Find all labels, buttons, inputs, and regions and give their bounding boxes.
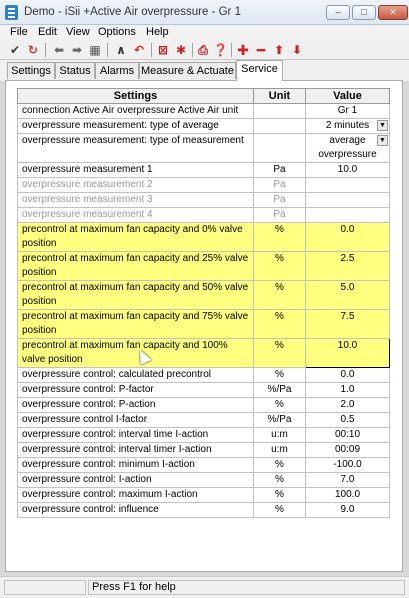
setting-label: connection Active Air overpressure Active Air unit bbox=[18, 104, 254, 119]
unit-cell: u:m bbox=[254, 443, 306, 458]
add-icon[interactable]: ✚ bbox=[237, 42, 249, 58]
tab-measure-actuate[interactable]: Measure & Actuate bbox=[139, 62, 236, 79]
print-icon[interactable]: ⎙ bbox=[198, 43, 208, 57]
status-help-text: Press F1 for help bbox=[88, 580, 405, 595]
setting-label: overpressure control: calculated precontrol bbox=[18, 368, 254, 383]
remove-icon[interactable]: ━ bbox=[256, 42, 266, 58]
header-unit: Unit bbox=[254, 89, 306, 104]
app-icon bbox=[5, 5, 18, 20]
value-cell[interactable]: 00:09 bbox=[306, 443, 390, 458]
table-row[interactable] bbox=[18, 488, 390, 503]
setting-label: overpressure measurement 4 bbox=[18, 208, 254, 223]
forward-arrow-icon[interactable]: ➡ bbox=[71, 43, 83, 57]
value-cell[interactable]: 10.0 bbox=[306, 163, 390, 178]
refresh-icon[interactable]: ↻ bbox=[27, 43, 39, 57]
setting-label: overpressure control: influence bbox=[18, 503, 254, 518]
value-cell bbox=[306, 208, 390, 223]
setting-label: overpressure control: I-action bbox=[18, 473, 254, 488]
toolbar bbox=[0, 40, 409, 60]
setting-label: precontrol at maximum fan capacity and 100% valve position bbox=[18, 339, 254, 368]
selected-value-cell[interactable]: 10.0 bbox=[306, 339, 390, 368]
table-row[interactable] bbox=[18, 443, 390, 458]
unit-cell: % bbox=[254, 339, 306, 368]
tab-settings[interactable]: Settings bbox=[7, 62, 55, 79]
tab-alarms[interactable]: Alarms bbox=[95, 62, 139, 79]
value-cell[interactable]: 0.5 bbox=[306, 413, 390, 428]
unit-cell bbox=[254, 134, 306, 163]
tab-status[interactable]: Status bbox=[55, 62, 95, 79]
table-row[interactable] bbox=[18, 458, 390, 473]
table-row[interactable] bbox=[18, 428, 390, 443]
menu-bar bbox=[0, 25, 409, 40]
table-row[interactable] bbox=[18, 383, 390, 398]
table-row[interactable] bbox=[18, 134, 390, 163]
collapse-icon[interactable]: ∧ bbox=[116, 43, 126, 57]
maximize-button[interactable]: □ bbox=[352, 5, 376, 20]
measurement-type-dropdown[interactable] bbox=[306, 134, 390, 163]
unit-cell: % bbox=[254, 488, 306, 503]
value-cell[interactable]: 0.0 bbox=[306, 223, 390, 252]
table-row[interactable] bbox=[18, 339, 390, 368]
unit-cell: Pa bbox=[254, 163, 306, 178]
value-cell[interactable]: 7.0 bbox=[306, 473, 390, 488]
value-cell[interactable]: 00:10 bbox=[306, 428, 390, 443]
unit-cell: % bbox=[254, 503, 306, 518]
unit-cell bbox=[254, 104, 306, 119]
table-row bbox=[18, 193, 390, 208]
unit-cell: %/Pa bbox=[254, 413, 306, 428]
table-row[interactable] bbox=[18, 119, 390, 134]
setting-label: precontrol at maximum fan capacity and 75% valve position bbox=[18, 310, 254, 339]
setting-label: overpressure measurement: type of measurement bbox=[18, 134, 254, 163]
status-pane-empty bbox=[4, 580, 86, 595]
dropdown-value: average overpressure bbox=[318, 135, 377, 160]
value-cell[interactable]: Gr 1 bbox=[306, 104, 390, 119]
table-row[interactable] bbox=[18, 368, 390, 383]
title-bar bbox=[0, 0, 409, 25]
table-row bbox=[18, 178, 390, 193]
table-row[interactable] bbox=[18, 163, 390, 178]
setting-label: overpressure measurement: type of average bbox=[18, 119, 254, 134]
average-type-dropdown[interactable] bbox=[306, 119, 390, 134]
table-row bbox=[18, 208, 390, 223]
unit-cell: % bbox=[254, 252, 306, 281]
unit-cell: % bbox=[254, 310, 306, 339]
value-cell[interactable]: 100.0 bbox=[306, 488, 390, 503]
chevron-down-icon[interactable]: ▼ bbox=[377, 135, 388, 146]
value-cell[interactable]: 7.5 bbox=[306, 310, 390, 339]
setting-label: overpressure control: P-action bbox=[18, 398, 254, 413]
minimize-button[interactable]: – bbox=[326, 5, 350, 20]
table-header bbox=[18, 89, 390, 104]
menu-file[interactable]: File bbox=[10, 26, 28, 38]
setting-label: overpressure control: interval time I-action bbox=[18, 428, 254, 443]
setting-label: overpressure measurement 1 bbox=[18, 163, 254, 178]
unit-cell: Pa bbox=[254, 208, 306, 223]
value-cell bbox=[306, 193, 390, 208]
unit-cell: Pa bbox=[254, 193, 306, 208]
setting-label: precontrol at maximum fan capacity and 25% valve position bbox=[18, 252, 254, 281]
setting-label: overpressure control: P-factor bbox=[18, 383, 254, 398]
back-arrow-icon[interactable]: ⬅ bbox=[53, 43, 65, 57]
dropdown-value: 2 minutes bbox=[325, 120, 370, 131]
close-button[interactable]: ✕ bbox=[378, 5, 408, 20]
grid-icon[interactable]: ▦ bbox=[89, 43, 101, 57]
table-row[interactable] bbox=[18, 281, 390, 310]
tab-bar bbox=[0, 60, 409, 81]
setting-label: precontrol at maximum fan capacity and 0% valve position bbox=[18, 223, 254, 252]
up-arrow-icon[interactable]: ⬆ bbox=[273, 43, 285, 57]
window-title: Demo - iSii +Active Air overpressure - Gr 1 bbox=[24, 6, 241, 18]
table-row[interactable] bbox=[18, 413, 390, 428]
unit-cell bbox=[254, 119, 306, 134]
chevron-down-icon[interactable]: ▼ bbox=[377, 120, 388, 131]
setting-label: overpressure measurement 2 bbox=[18, 178, 254, 193]
value-cell[interactable]: 2.0 bbox=[306, 398, 390, 413]
unit-cell: %/Pa bbox=[254, 383, 306, 398]
setting-label: precontrol at maximum fan capacity and 50% valve position bbox=[18, 281, 254, 310]
menu-options[interactable]: Options bbox=[98, 26, 136, 38]
setting-label: overpressure measurement 3 bbox=[18, 193, 254, 208]
asterisk-icon[interactable]: ✱ bbox=[175, 43, 187, 57]
setting-label: overpressure control: maximum I-action bbox=[18, 488, 254, 503]
table-row[interactable] bbox=[18, 310, 390, 339]
down-arrow-icon[interactable]: ⬇ bbox=[291, 43, 303, 57]
table-row[interactable] bbox=[18, 398, 390, 413]
header-settings: Settings bbox=[18, 89, 254, 104]
undo-icon[interactable]: ↶ bbox=[133, 43, 145, 57]
unit-cell: Pa bbox=[254, 178, 306, 193]
unit-cell: % bbox=[254, 368, 306, 383]
setting-label: overpressure control: minimum I-action bbox=[18, 458, 254, 473]
unit-cell: % bbox=[254, 281, 306, 310]
menu-help[interactable]: Help bbox=[146, 26, 169, 38]
table-row[interactable] bbox=[18, 503, 390, 518]
unit-cell: u:m bbox=[254, 428, 306, 443]
table-row[interactable] bbox=[18, 104, 390, 119]
tab-service[interactable]: Service bbox=[236, 60, 283, 81]
menu-edit[interactable]: Edit bbox=[38, 26, 57, 38]
header-value: Value bbox=[306, 89, 390, 104]
value-cell[interactable]: 9.0 bbox=[306, 503, 390, 518]
setting-label: overpressure control: interval timer I-action bbox=[18, 443, 254, 458]
help-icon[interactable]: ❓ bbox=[213, 43, 228, 57]
value-cell[interactable]: -100.0 bbox=[306, 458, 390, 473]
unit-cell: % bbox=[254, 223, 306, 252]
settings-table bbox=[17, 88, 390, 518]
table-row[interactable] bbox=[18, 473, 390, 488]
table-row[interactable] bbox=[18, 252, 390, 281]
value-cell bbox=[306, 178, 390, 193]
unit-cell: % bbox=[254, 458, 306, 473]
status-bar bbox=[0, 576, 409, 598]
table-row[interactable] bbox=[18, 223, 390, 252]
stop-icon[interactable]: ⊠ bbox=[157, 43, 169, 57]
value-cell[interactable]: 0.0 bbox=[306, 368, 390, 383]
check-icon[interactable]: ✔ bbox=[9, 43, 21, 57]
value-cell[interactable]: 5.0 bbox=[306, 281, 390, 310]
setting-label: overpressure control I-factor bbox=[18, 413, 254, 428]
unit-cell: % bbox=[254, 398, 306, 413]
value-cell[interactable]: 1.0 bbox=[306, 383, 390, 398]
value-cell[interactable]: 2.5 bbox=[306, 252, 390, 281]
menu-view[interactable]: View bbox=[66, 26, 90, 38]
unit-cell: % bbox=[254, 473, 306, 488]
